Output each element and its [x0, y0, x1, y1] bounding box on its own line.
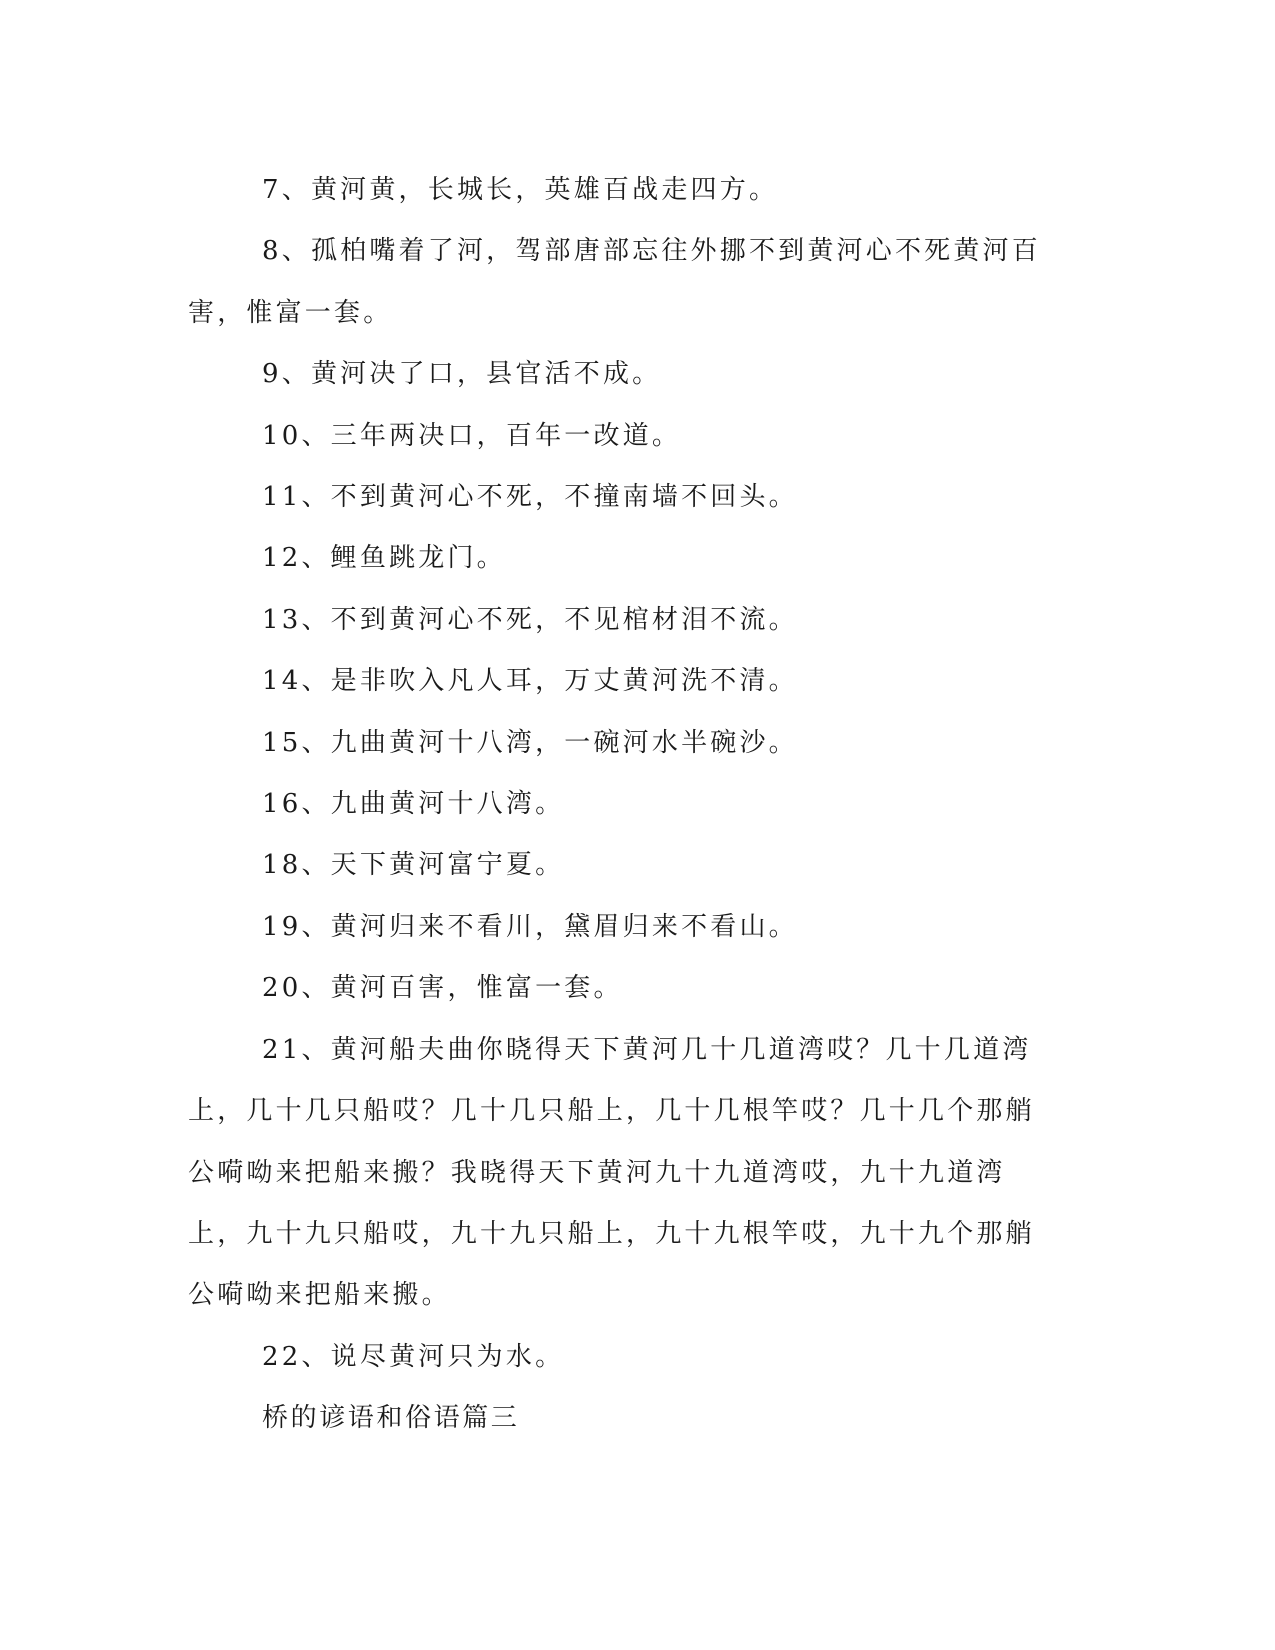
- proverb-11: 11、不到黄河心不死，不撞南墙不回头。: [262, 482, 798, 513]
- proverb-9: 9、黄河决了口，县官活不成。: [262, 359, 662, 390]
- proverb-21: 21、黄河船夫曲你晓得天下黄河几十几道湾哎？几十几道湾上，几十几只船哎？几十几只船上，几十几根竿哎？几十几个那艄公嗬呦来把船来搬？我晓得天下黄河九十九道湾哎，九十九道湾上，九十九只船哎，九十九只船上，九十九根竿哎，九十九个那艄公嗬呦来把船来搬。: [188, 1034, 1035, 1311]
- proverb-12: 12、鲤鱼跳龙门。: [262, 543, 506, 574]
- proverb-10: 10、三年两决口，百年一改道。: [262, 420, 682, 451]
- proverb-13: 13、不到黄河心不死，不见棺材泪不流。: [262, 604, 798, 635]
- proverb-8: 8、孤柏嘴着了河，驾部唐部忘往外挪不到黄河心不死黄河百害，惟富一套。: [188, 236, 1041, 328]
- proverb-14: 14、是非吹入凡人耳，万丈黄河洗不清。: [262, 666, 798, 697]
- proverb-20: 20、黄河百害，惟富一套。: [262, 973, 623, 1004]
- section-heading: 桥的谚语和俗语篇三: [262, 1403, 520, 1434]
- proverb-16: 16、九曲黄河十八湾。: [262, 789, 565, 820]
- proverb-15: 15、九曲黄河十八湾，一碗河水半碗沙。: [262, 727, 798, 758]
- proverb-18: 18、天下黄河富宁夏。: [262, 850, 565, 881]
- proverb-19: 19、黄河归来不看川，黛眉归来不看山。: [262, 911, 798, 942]
- proverb-22: 22、说尽黄河只为水。: [262, 1341, 565, 1372]
- document-body: [188, 160, 1053, 1450]
- proverb-7: 7、黄河黄，长城长，英雄百战走四方。: [262, 175, 779, 205]
